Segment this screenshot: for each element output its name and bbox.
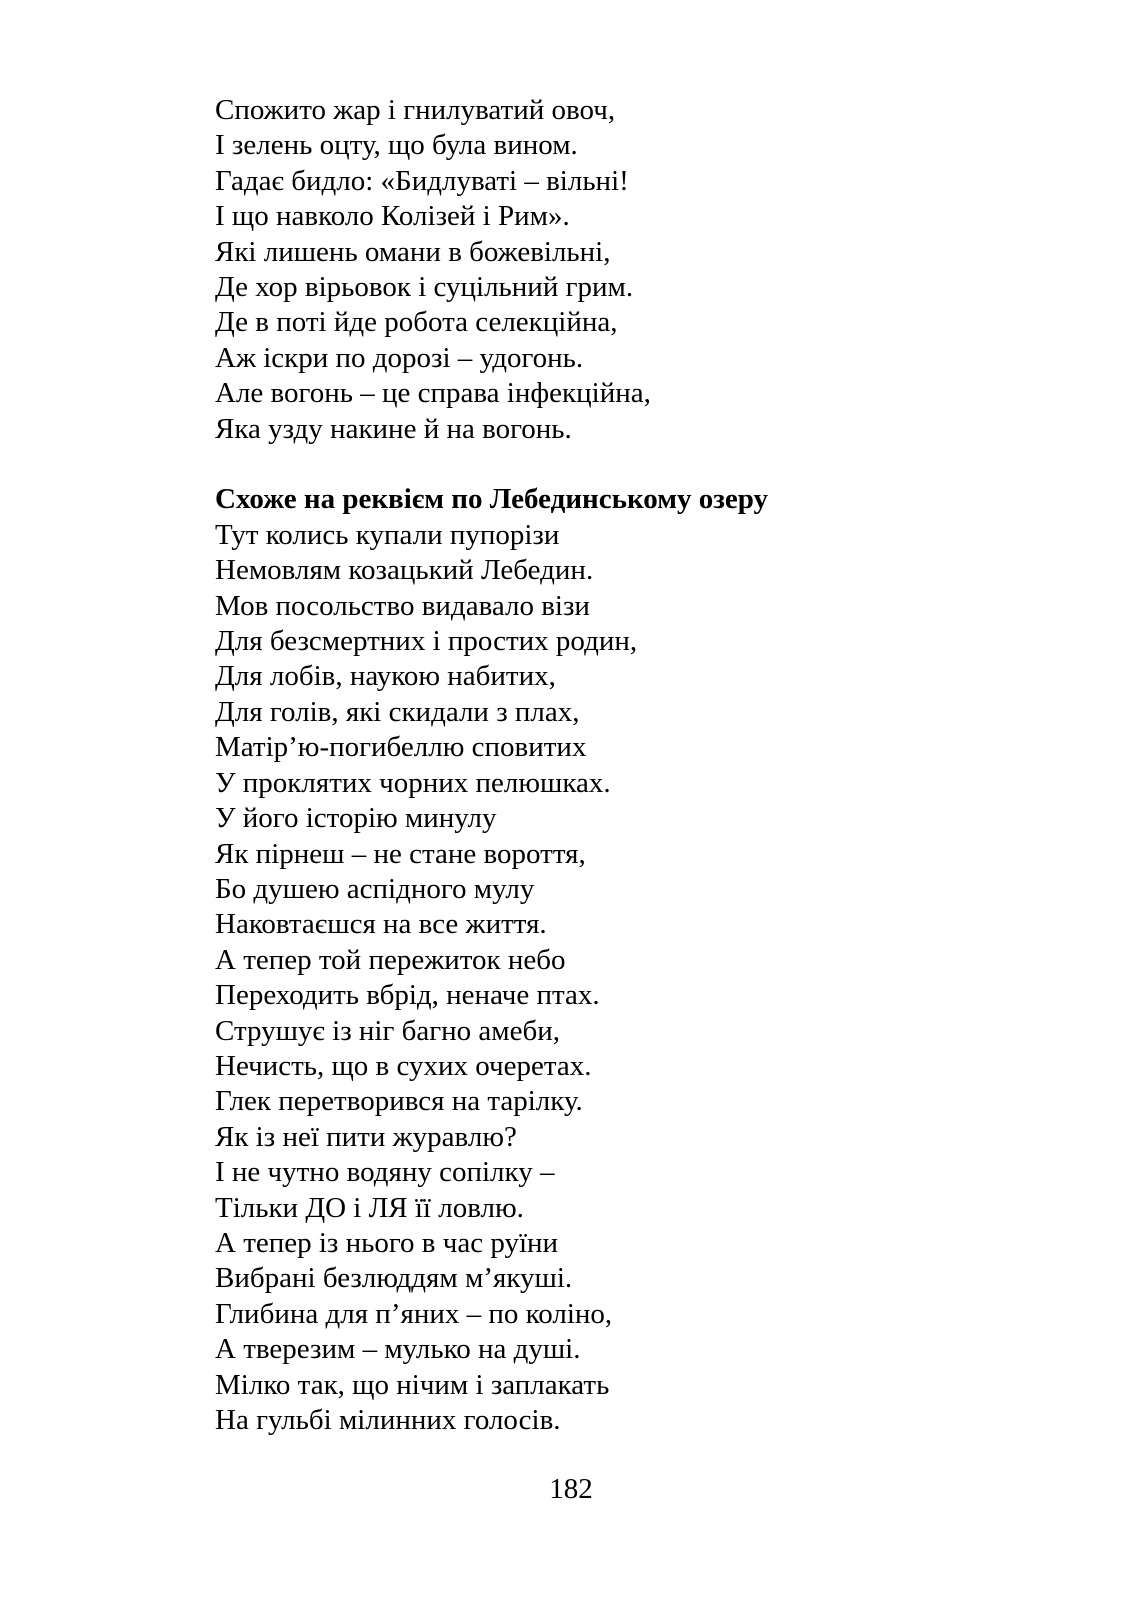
- poem-line: Але вогонь – це справа інфекційна,: [215, 377, 651, 410]
- poem-line: Нечисть, що в сухих очеретах.: [215, 1049, 592, 1082]
- poem-line: На гульбі мілинних голосів.: [215, 1404, 561, 1437]
- poem-line: Гадає бидло: «Бидлуваті – вільні!: [215, 164, 629, 197]
- poem-title: Схоже на реквієм по Лебединському озеру: [215, 483, 768, 516]
- poem-line: Яка узду накине й на вогонь.: [215, 412, 572, 445]
- poem-line: Глибина для п’яних – по коліно,: [215, 1297, 613, 1330]
- poem-line: Матір’ю-погибеллю сповитих: [215, 731, 587, 764]
- poem-line: Для голів, які скидали з плах,: [215, 695, 580, 728]
- page-content: [215, 93, 1082, 1438]
- poem-line: Де хор вірьовок і суцільний грим.: [215, 271, 634, 304]
- poem-line: Спожито жар і гнилуватий овоч,: [215, 94, 616, 126]
- poem-line: Тільки ДО і ЛЯ її ловлю.: [215, 1191, 524, 1224]
- poem-line: Глек перетворився на тарілку.: [215, 1085, 583, 1118]
- poem-line: Бо душею аспідного мулу: [215, 872, 535, 905]
- poem-line: Аж іскри по дорозі – удогонь.: [215, 341, 584, 374]
- poem-line: А тверезим – мулько на душі.: [215, 1333, 581, 1366]
- poem-line: Для лобів, наукою набитих,: [215, 660, 556, 693]
- poem-line: Немовлям козацький Лебедин.: [215, 554, 594, 587]
- poem-line: У проклятих чорних пелюшках.: [215, 766, 611, 799]
- page-number: 182: [549, 1473, 593, 1505]
- poem-line: А тепер той пережиток небо: [215, 943, 566, 976]
- poem-line: Наковтаєшся на все життя.: [215, 908, 547, 941]
- poem-line: І не чутно водяну сопілку –: [215, 1156, 555, 1189]
- poem-line: Як із неї пити журавлю?: [215, 1120, 517, 1153]
- poem-line: І зелень оцту, що була вином.: [215, 129, 578, 162]
- poem-line: Для безсмертних і простих родин,: [215, 625, 638, 658]
- poem-line: Мов посольство видавало візи: [215, 589, 590, 622]
- poem-line: У його історію минулу: [215, 802, 497, 835]
- poem-line: Які лишень омани в божевільні,: [215, 235, 611, 268]
- poem-line: Струшує із ніг багно амеби,: [215, 1014, 561, 1047]
- poem-line: Де в поті йде робота селекційна,: [215, 306, 618, 339]
- poem-line: Як пірнеш – не стане вороття,: [215, 837, 586, 870]
- poem-line: І що навколо Колізей і Рим».: [215, 200, 570, 233]
- poem-line: Тут колись купали пупорізи: [215, 518, 560, 551]
- poem-line: А тепер із нього в час руїни: [215, 1226, 559, 1259]
- poem-stanza-second: [215, 518, 1082, 1439]
- poem-stanza-first: [215, 93, 1082, 447]
- poem-line: Мілко так, що нічим і заплакать: [215, 1368, 610, 1401]
- poem-line: Переходить вбрід, неначе птах.: [215, 979, 600, 1012]
- poem-line: Вибрані безлюддям м’якуші.: [215, 1262, 573, 1295]
